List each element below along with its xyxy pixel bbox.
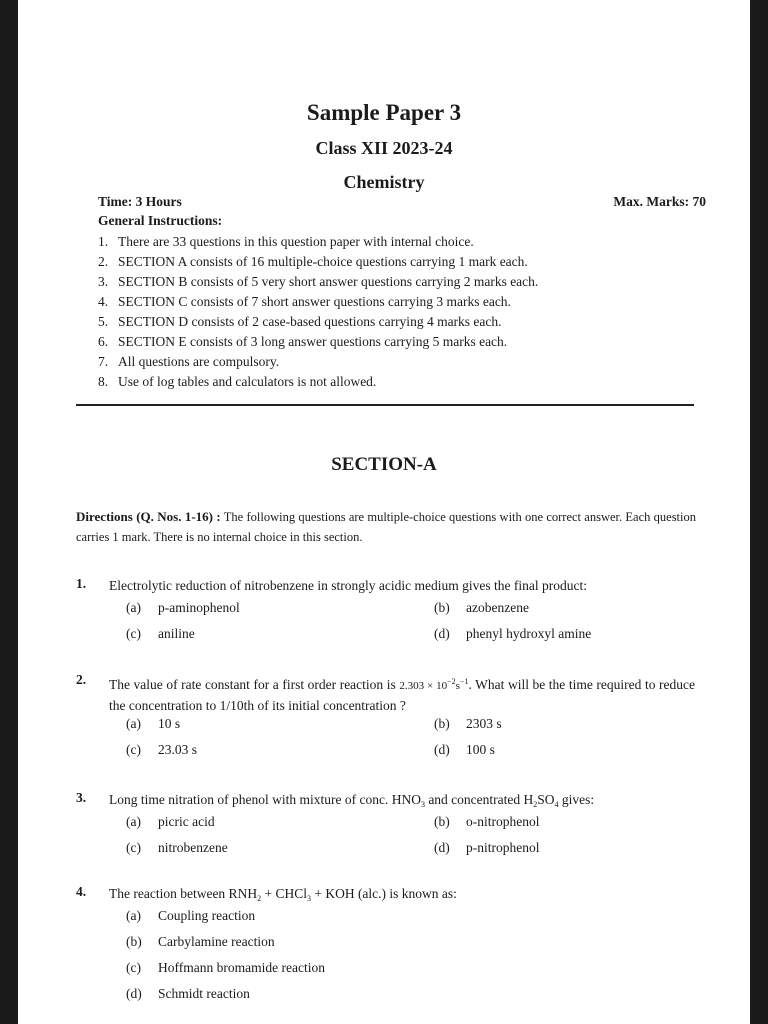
time-info: Time: 3 Hours [98, 194, 182, 209]
option-label: (a) [126, 600, 141, 615]
instruction-text: SECTION D consists of 2 case-based questions carrying 4 marks each. [118, 314, 502, 329]
instruction-number: 3. [98, 274, 109, 289]
option-text: nitrobenzene [158, 840, 228, 855]
option-d [126, 986, 250, 1002]
option-label: (d) [434, 626, 450, 641]
question-number: 2. [76, 672, 87, 687]
instruction-text: All questions are compulsory. [118, 354, 280, 369]
option-label: (a) [126, 716, 141, 731]
class-line: Class XII 2023-24 [315, 138, 453, 158]
instruction-item [98, 232, 538, 252]
option-text: azobenzene [466, 600, 529, 615]
instruction-number: 8. [98, 374, 109, 389]
general-instructions-heading: General Instructions: [98, 213, 223, 228]
instruction-item [98, 332, 538, 352]
option-text: o-nitrophenol [466, 814, 540, 829]
question-number: 3. [76, 790, 87, 805]
question-text-part: SO [537, 792, 555, 807]
question-text-end: . What will be the time required to reduce the concentration to 1/10th of its initial concentration ? [109, 677, 695, 713]
instruction-item [98, 372, 538, 392]
question-text-part: The reaction between RNH [109, 886, 258, 901]
question-text [109, 790, 695, 815]
subject-title: Chemistry [343, 172, 425, 192]
option-text: Carbylamine reaction [158, 934, 275, 949]
option-label: (b) [126, 934, 142, 949]
question-number: 1. [76, 576, 87, 591]
option-text: Hoffmann bromamide reaction [158, 960, 325, 975]
option-b [434, 716, 502, 732]
question-text [109, 672, 695, 716]
option-c [126, 840, 228, 856]
instruction-text: Use of log tables and calculators is not allowed. [118, 374, 377, 389]
option-label: (a) [126, 814, 141, 829]
directions-text: The following questions are multiple-choice questions with one correct answer. Each question carries 1 mark. There is no internal choice in this section. [76, 510, 696, 544]
option-a [126, 716, 180, 732]
instruction-item [98, 312, 538, 332]
instruction-item [98, 252, 538, 272]
option-text: 23.03 s [158, 742, 198, 757]
option-a [126, 814, 215, 830]
option-d [434, 626, 591, 642]
instruction-number: 1. [98, 234, 109, 249]
option-label: (c) [126, 960, 141, 975]
subscript: 3 [420, 800, 425, 809]
option-b [434, 600, 529, 616]
question-1 [76, 576, 696, 646]
option-a [126, 908, 255, 924]
option-label: (b) [434, 814, 450, 829]
option-d [434, 742, 495, 758]
question-3 [76, 790, 696, 860]
option-text: Schmidt reaction [158, 986, 250, 1001]
option-text: picric acid [158, 814, 215, 829]
instruction-item [98, 272, 538, 292]
option-label: (b) [434, 716, 450, 731]
rate-exponent: −2 [447, 677, 456, 686]
instructions-list [98, 232, 538, 392]
option-label: (c) [126, 742, 141, 757]
option-label: (c) [126, 626, 141, 641]
instruction-text: SECTION C consists of 7 short answer questions carrying 3 marks each. [118, 294, 511, 309]
instruction-number: 5. [98, 314, 109, 329]
rate-unit-exponent: −1 [459, 677, 469, 686]
paper-page [18, 0, 750, 1024]
option-label: (d) [434, 840, 450, 855]
option-d [434, 840, 540, 856]
option-label: (a) [126, 908, 141, 923]
paper-title: Sample Paper 3 [306, 100, 462, 125]
question-text-part: + KOH (alc.) is known as: [310, 886, 457, 901]
option-label: (d) [126, 986, 142, 1001]
directions-label: Directions (Q. Nos. 1-16) : [76, 509, 221, 524]
option-text: 2303 s [466, 716, 502, 731]
instruction-item [98, 292, 538, 312]
question-text-part: + CHCl [261, 886, 307, 901]
instruction-item [98, 352, 538, 372]
instruction-number: 7. [98, 354, 109, 369]
max-marks-info: Max. Marks: 70 [613, 194, 706, 209]
option-label: (d) [434, 742, 450, 757]
instruction-number: 6. [98, 334, 109, 349]
question-2 [76, 672, 696, 762]
option-text: aniline [158, 626, 195, 641]
instruction-text: SECTION B consists of 5 very short answer questions carrying 2 marks each. [118, 274, 539, 289]
option-c [126, 742, 197, 758]
question-text-part: and concentrated H [424, 792, 534, 807]
question-number: 4. [76, 884, 87, 899]
question-text-start: The value of rate constant for a first order reaction is [109, 677, 400, 692]
subscript: 4 [554, 800, 559, 809]
subscript: 2 [533, 800, 538, 809]
option-c [126, 626, 195, 642]
section-a-directions [76, 507, 696, 547]
question-text [109, 884, 695, 909]
option-label: (c) [126, 840, 141, 855]
option-text: 10 s [158, 716, 181, 731]
option-a [126, 600, 240, 616]
subscript: 2 [257, 894, 262, 903]
option-b [434, 814, 540, 830]
question-text-part: Long time nitration of phenol with mixture of conc. HNO [109, 792, 421, 807]
option-label: (b) [434, 600, 450, 615]
option-c [126, 960, 325, 976]
instruction-number: 4. [98, 294, 109, 309]
question-text: Electrolytic reduction of nitrobenzene in strongly acidic medium gives the final product: [109, 578, 587, 593]
question-4 [76, 884, 696, 1009]
rate-constant-value: 2.303 × 10 [399, 680, 448, 692]
option-text: p-aminophenol [158, 600, 240, 615]
rate-unit: s [455, 680, 460, 692]
question-text-part: gives: [558, 792, 595, 807]
section-divider [76, 404, 694, 406]
option-b [126, 934, 275, 950]
subscript: 3 [306, 894, 311, 903]
option-text: 100 s [466, 742, 495, 757]
option-text: p-nitrophenol [466, 840, 540, 855]
instruction-text: There are 33 questions in this question paper with internal choice. [118, 234, 474, 249]
instruction-text: SECTION E consists of 3 long answer questions carrying 5 marks each. [118, 334, 508, 349]
section-a-title: SECTION-A [331, 454, 437, 475]
instruction-number: 2. [98, 254, 109, 269]
instruction-text: SECTION A consists of 16 multiple-choice questions carrying 1 mark each. [118, 254, 528, 269]
option-text: Coupling reaction [158, 908, 256, 923]
option-text: phenyl hydroxyl amine [466, 626, 592, 641]
